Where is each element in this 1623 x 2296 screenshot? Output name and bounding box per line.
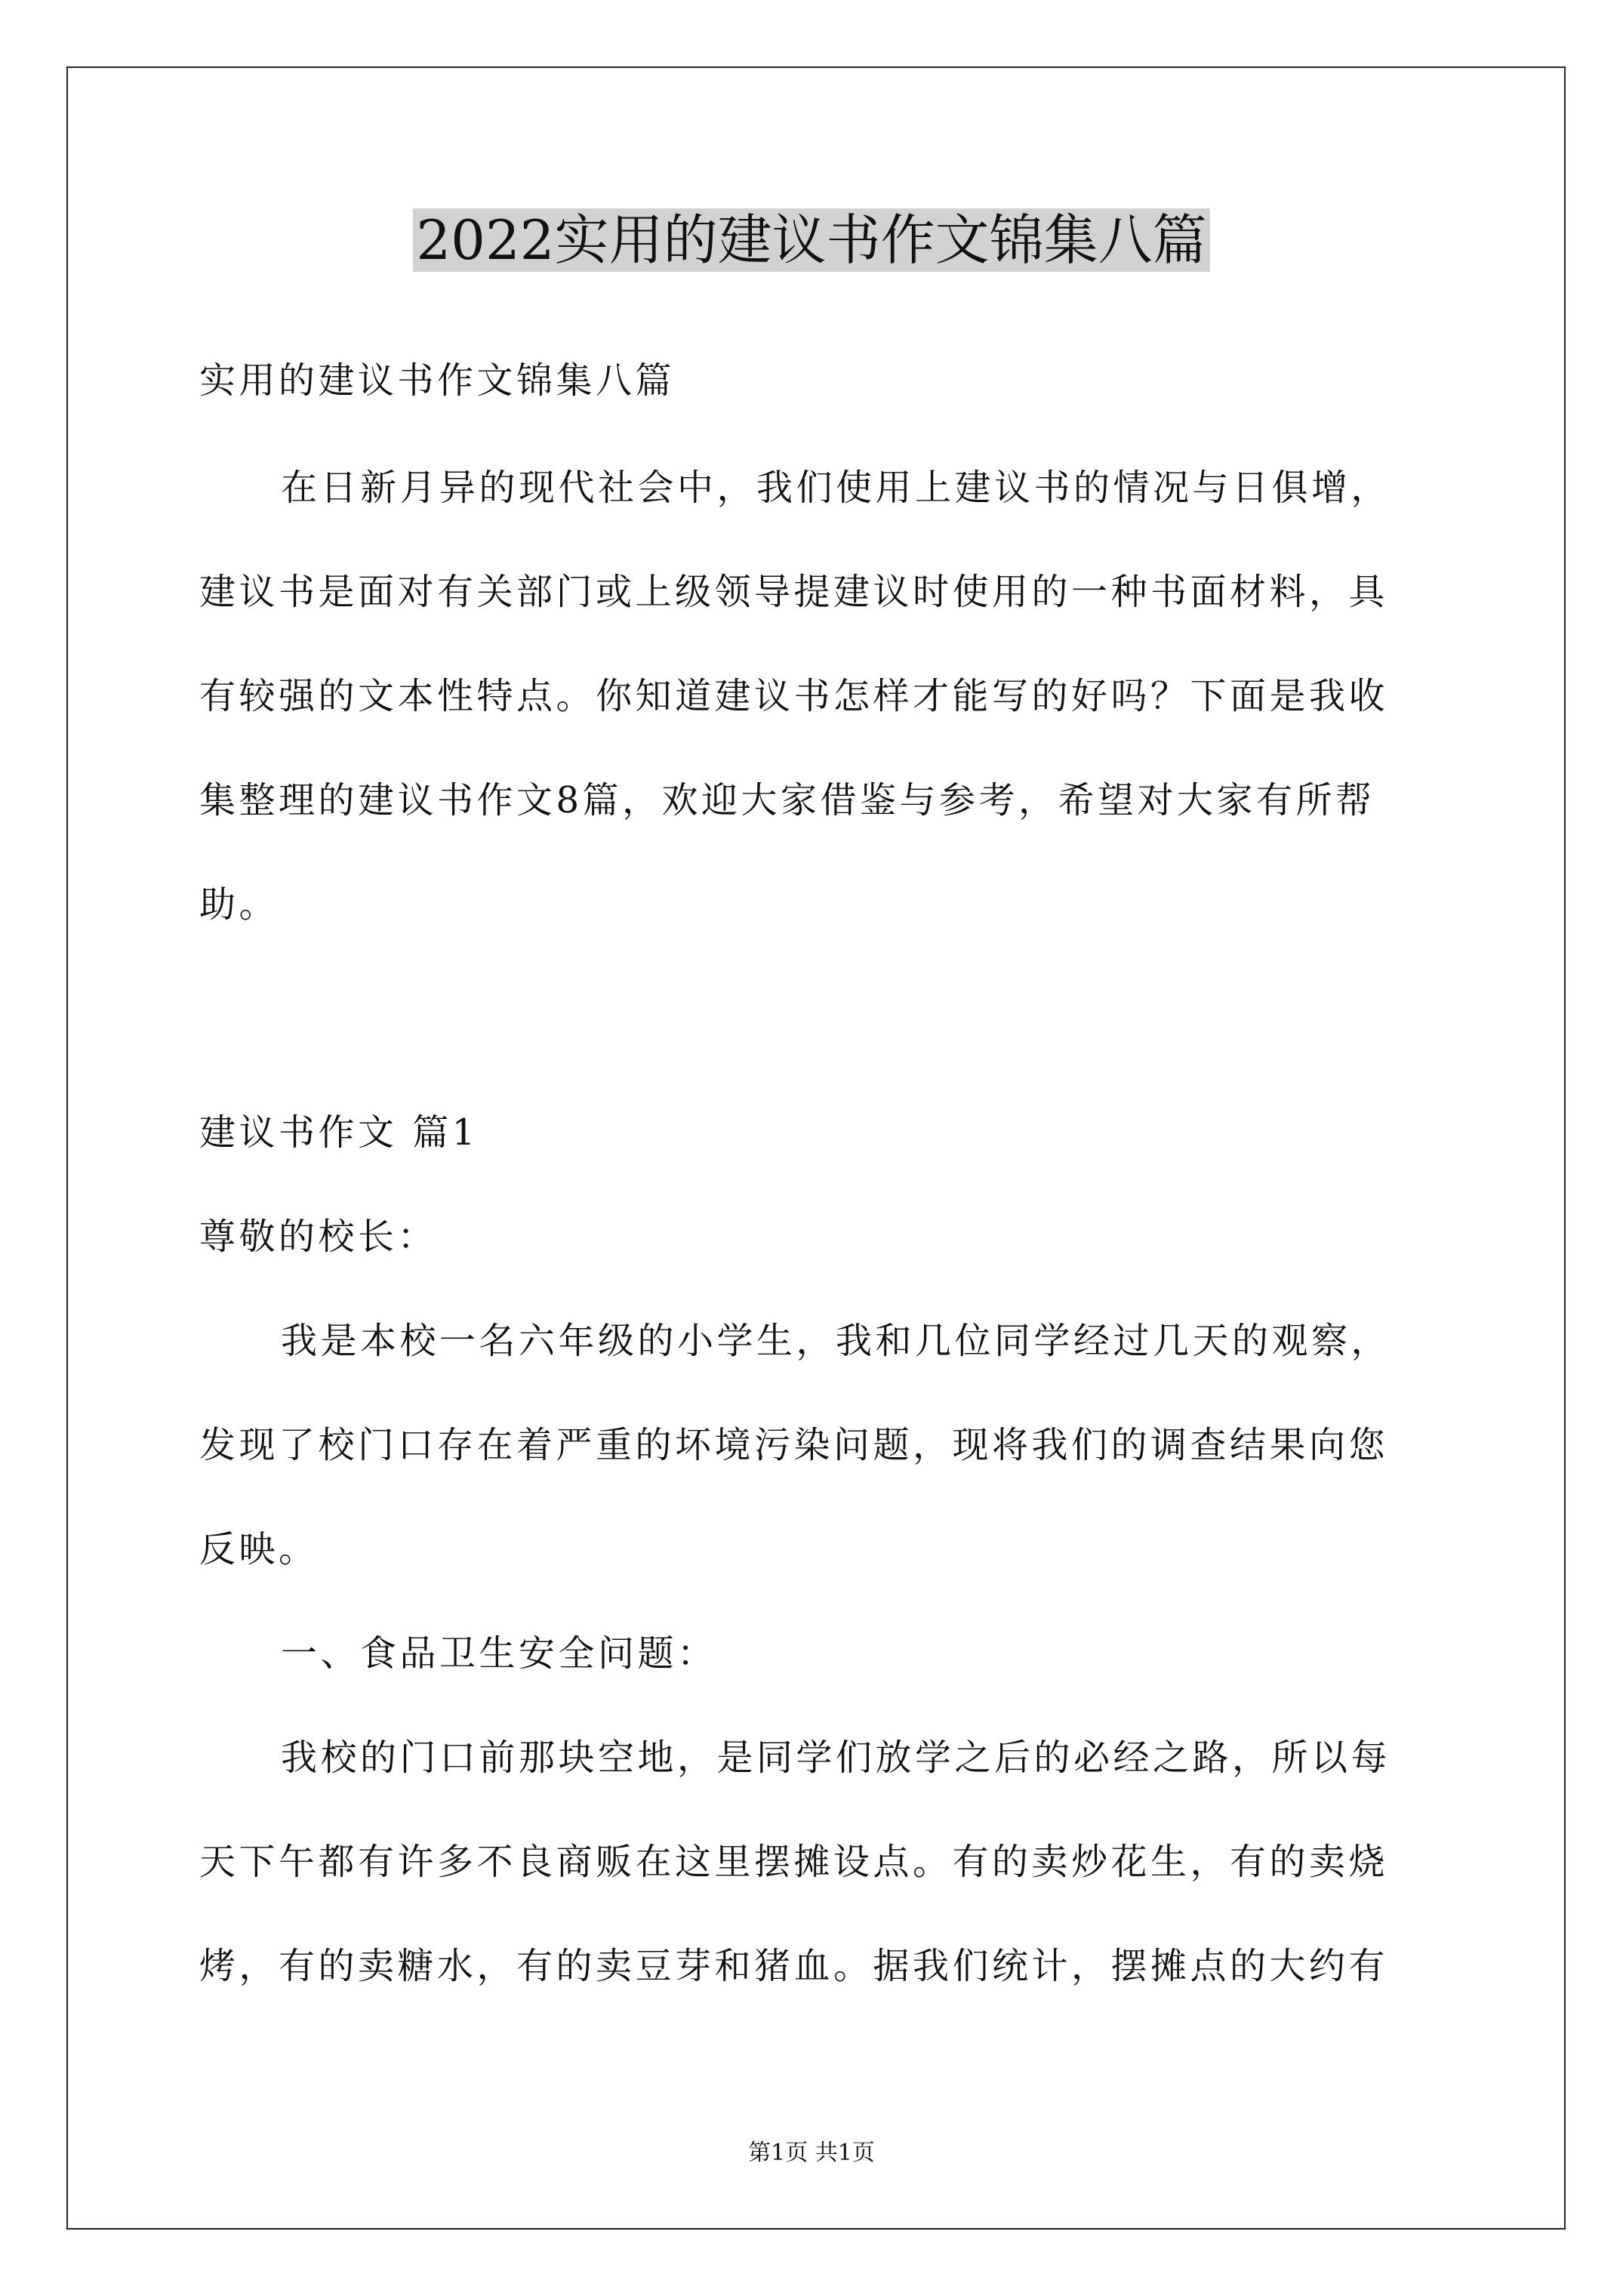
para2-line-3: 烤，有的卖糖水，有的卖豆芽和猪血。据我们统计，摆摊点的大约有 (199, 1945, 1389, 1987)
intro-line-2: 建议书是面对有关部门或上级领导提建议时使用的一种书面材料，具 (199, 571, 1389, 613)
intro-line-1: 在日新月异的现代社会中，我们使用上建议书的情况与日俱增， (281, 467, 1391, 509)
intro-line-3: 有较强的文本性特点。你知道建议书怎样才能写的好吗？下面是我收 (199, 675, 1389, 717)
para1-line-2: 发现了校门口存在着严重的坏境污染问题，现将我们的调查结果向您 (199, 1424, 1389, 1466)
document-title (0, 202, 1623, 278)
section-heading: 建议书作文 篇1 (199, 1111, 479, 1154)
para2-line-1: 我校的门口前那块空地，是同学们放学之后的必经之路，所以每 (281, 1737, 1391, 1779)
intro-line-5: 助。 (199, 883, 279, 926)
para1-line-3: 反映。 (199, 1528, 319, 1570)
intro-line-4: 集整理的建议书作文8篇，欢迎大家借鉴与参考，希望对大家有所帮 (199, 779, 1375, 821)
document-subtitle: 实用的建议书作文锦集八篇 (199, 359, 676, 402)
point1-heading: 一、食品卫生安全问题： (281, 1632, 717, 1675)
page-footer: 第1页 共1页 (748, 2140, 875, 2166)
document-title-text: 2022实用的建议书作文锦集八篇 (413, 208, 1209, 272)
para1-line-1: 我是本校一名六年级的小学生，我和几位同学经过几天的观察， (281, 1320, 1391, 1362)
salutation: 尊敬的校长： (199, 1216, 438, 1258)
para2-line-2: 天下午都有许多不良商贩在这里摆摊设点。有的卖炒花生，有的卖烧 (199, 1841, 1389, 1883)
